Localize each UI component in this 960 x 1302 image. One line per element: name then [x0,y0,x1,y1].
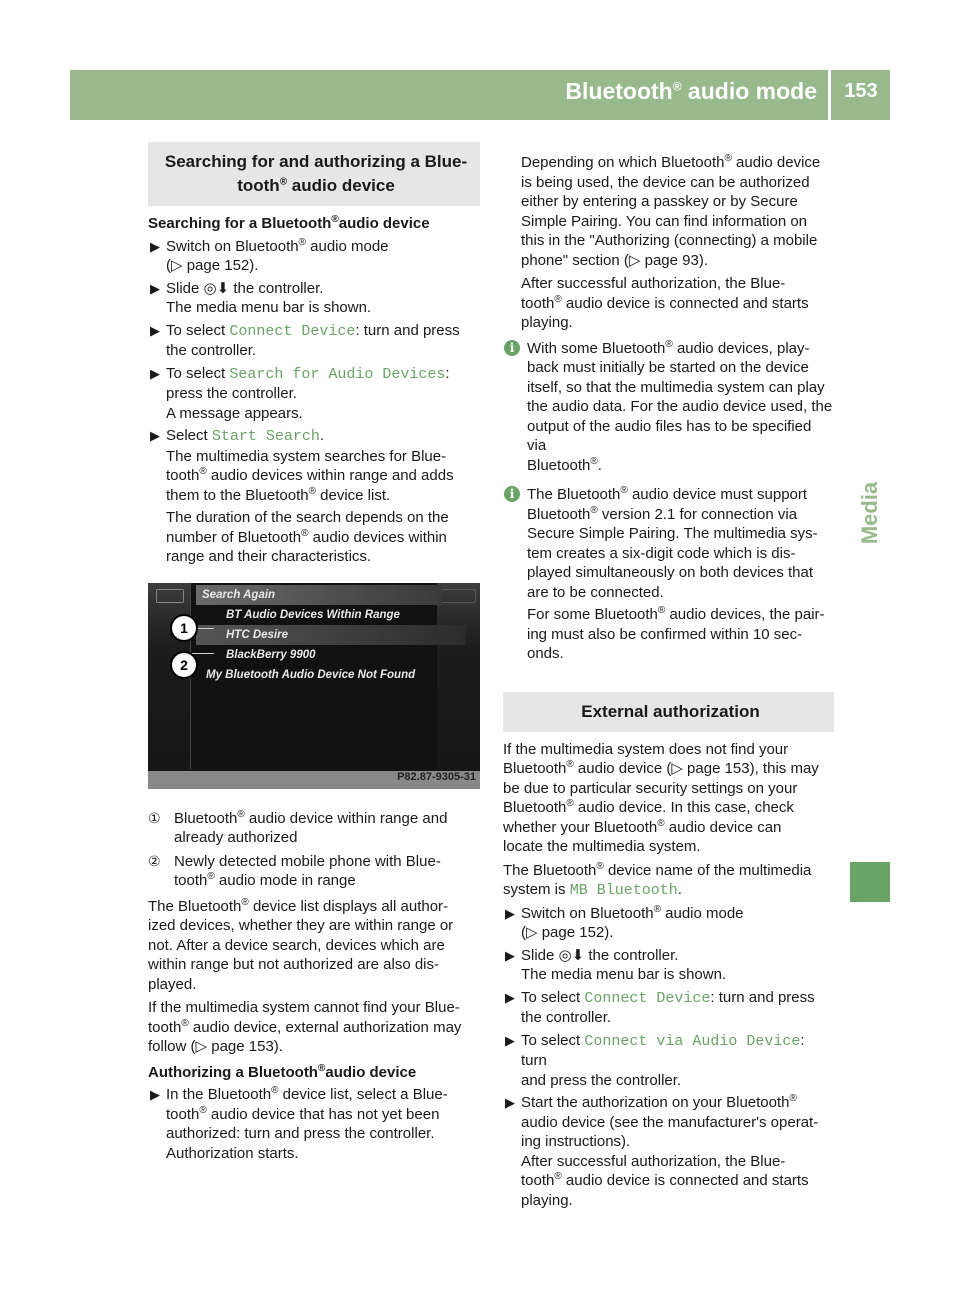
section-title-external: External authorization [503,692,834,732]
search-duration-paragraph: The duration of the search depends on the number of Bluetooth® audio devices within range and their characteristics. [166,509,449,565]
legend-item-1: ① Bluetooth® audio device within range and already authorized [148,808,448,846]
header-title-rest: audio mode [681,78,817,104]
header-divider [828,70,831,120]
step-arrow-icon: ▶ [505,989,515,1005]
info-icon: i [504,486,520,502]
note-playback: i With some Bluetooth® audio devices, play- back must initially be started on the device itself, so that the multimedia system can play the audio data. For the audio device used, the output of the audio files has to be specified via Bluetooth®. [503,339,834,476]
screen-row-device-1: HTC Desire [196,625,466,645]
section-title-line2: tooth [237,176,280,195]
menu-item-connect-device: Connect Device [229,322,356,340]
step-connect-via-audio: ▶ To select Connect via Audio Device: turn and press the controller. [505,1031,805,1089]
header-title-text: Bluetooth [565,78,673,104]
section-title-searching [148,142,480,206]
section-title-line2-rest: audio device [287,176,395,195]
step-arrow-icon: ▶ [150,428,160,443]
callout-1: 1 [172,616,196,640]
legend-number-1: ① [148,809,161,826]
external-auth-paragraph: If the multimedia system cannot find your Blue- tooth® audio device, external authorization may follow (▷ page 153). [148,999,462,1055]
page-ref-icon: ▷ [526,924,538,941]
step-select-connect-device: ▶ To select Connect Device: turn and press the controller. [150,321,460,359]
screen-row-heading: BT Audio Devices Within Range [226,608,400,621]
menu-item-connect-via-audio-device: Connect via Audio Device [584,1032,801,1050]
step-arrow-icon: ▶ [150,1087,160,1102]
step-slide-controller: ▶ Slide ◎⬇ the controller. The media menu bar is shown. [150,279,372,316]
multimedia-screen-image [148,583,480,789]
device-list-paragraph: The Bluetooth® device list displays all author- ized devices, whether they are within range or not. After a device search, devices which are within range but not authorized are also dis- played. [148,896,454,993]
subheading-authorizing: Authorizing a Bluetooth®audio device [148,1062,417,1081]
image-code: P82.87-9305-31 [397,771,476,783]
legend-number-2: ② [148,852,161,869]
screen-row-not-found: My Bluetooth Audio Device Not Found [206,668,416,681]
after-auth-paragraph: After successful authorization, the Blue- tooth® audio device is connected and starts playing. [521,275,809,331]
step-arrow-icon: ▶ [150,365,160,381]
step-arrow-icon: ▶ [505,1032,515,1048]
note-version: i The Bluetooth® audio device must support Bluetooth® version 2.1 for connection via Secure Simple Pairing. The multimedia sys- tem creates a six-digit code which is dis- played simultaneously on both devices that are to be connected. For some Bluetooth® audio devices, the pair- ing must also be confirmed within 10 sec- onds. [503,485,834,664]
screen-row-search-again: Search Again [196,585,442,605]
page-ref-icon: ▷ [171,257,183,274]
step-select-connect-device-2: ▶ To select Connect Device: turn and press the controller. [505,988,815,1026]
left-column [148,142,480,1163]
step-switch-on-2: ▶ Switch on Bluetooth® audio mode (▷ page 152). [505,903,744,941]
auth-method-paragraph: Depending on which Bluetooth® audio device is being used, the device can be authorized either by entering a passkey or by Secure Simple Pairing. You can find information on this in the "Authorizing (connecting) a mobile phone" section (▷ page 93). [521,153,821,269]
step-switch-on: ▶ Switch on Bluetooth® audio mode (▷ page 152). [150,236,389,274]
menu-item-connect-device: Connect Device [584,989,711,1007]
screen-side-tab [440,589,476,603]
step-select-device: ▶ In the Bluetooth® device list, select a Blue- tooth® audio device that has not yet been authorized: turn and press the controller. Authorization starts. [150,1085,448,1162]
step-slide-controller-2: ▶ Slide ◎⬇ the controller. The media menu bar is shown. [505,946,727,983]
step-start-authorization: ▶ Start the authorization on your Bluetooth® audio device (see the manufacturer's operat- ing instructions). After successful authorization, the Blue- tooth® audio device is connected and starts playing. [505,1093,819,1209]
step-arrow-icon: ▶ [150,322,160,338]
right-column [503,153,834,1210]
menu-item-start-search: Start Search [211,428,320,445]
not-found-paragraph: If the multimedia system does not find your Bluetooth® audio device (▷ page 153), this may be due to particular security settings on your Bluetooth® audio device. In this case, check whether your Bluetooth® audio device can locate the multimedia system. [503,740,819,855]
legend-item-2: ② Newly detected mobile phone with Blue- tooth® audio mode in range [148,852,441,889]
page-ref-icon: ▷ [195,1038,208,1055]
page-ref-icon: ▷ [671,760,683,777]
registered-mark: ® [279,176,288,188]
step-arrow-icon: ▶ [505,1095,515,1110]
side-tab-label: Media [857,481,883,545]
step-arrow-icon: ▶ [505,947,515,963]
device-name-mb-bluetooth: MB Bluetooth [569,882,678,899]
controller-slide-icon: ◎⬇ [558,946,585,964]
subheading-searching: Searching for a Bluetooth®audio device [148,214,430,232]
registered-mark: ® [672,79,682,94]
step-arrow-icon: ▶ [150,280,160,296]
screen-row-device-2: BlackBerry 9900 [226,648,316,661]
side-tab-media [852,458,888,568]
info-icon: i [504,340,520,356]
back-icon [156,589,184,603]
page-header-title [565,78,817,105]
device-name-paragraph: The Bluetooth® device name of the multimedia system is MB Bluetooth. [503,860,812,899]
step-select-search: ▶ To select Search for Audio Devices: press the controller. A message appears. [150,364,450,422]
controller-slide-icon: ◎⬇ [203,279,230,297]
menu-item-search-audio-devices: Search for Audio Devices [229,365,446,383]
callout-2: 2 [172,653,196,677]
step-start-search: ▶ Select Start Search. The multimedia system searches for Blue- tooth® audio devices within range and adds them to the Bluetooth® device list. The duration of the search depends on the number of Bluetooth® audio devices within range and their characteristics. [148,426,480,567]
step-arrow-icon: ▶ [505,905,515,921]
step-arrow-icon: ▶ [150,238,160,254]
side-tab-marker [850,862,890,902]
page-number: 153 [844,80,878,102]
page-ref-icon: ▷ [628,251,641,269]
section-title-line1: Searching for and authorizing a Blue- [164,152,468,171]
